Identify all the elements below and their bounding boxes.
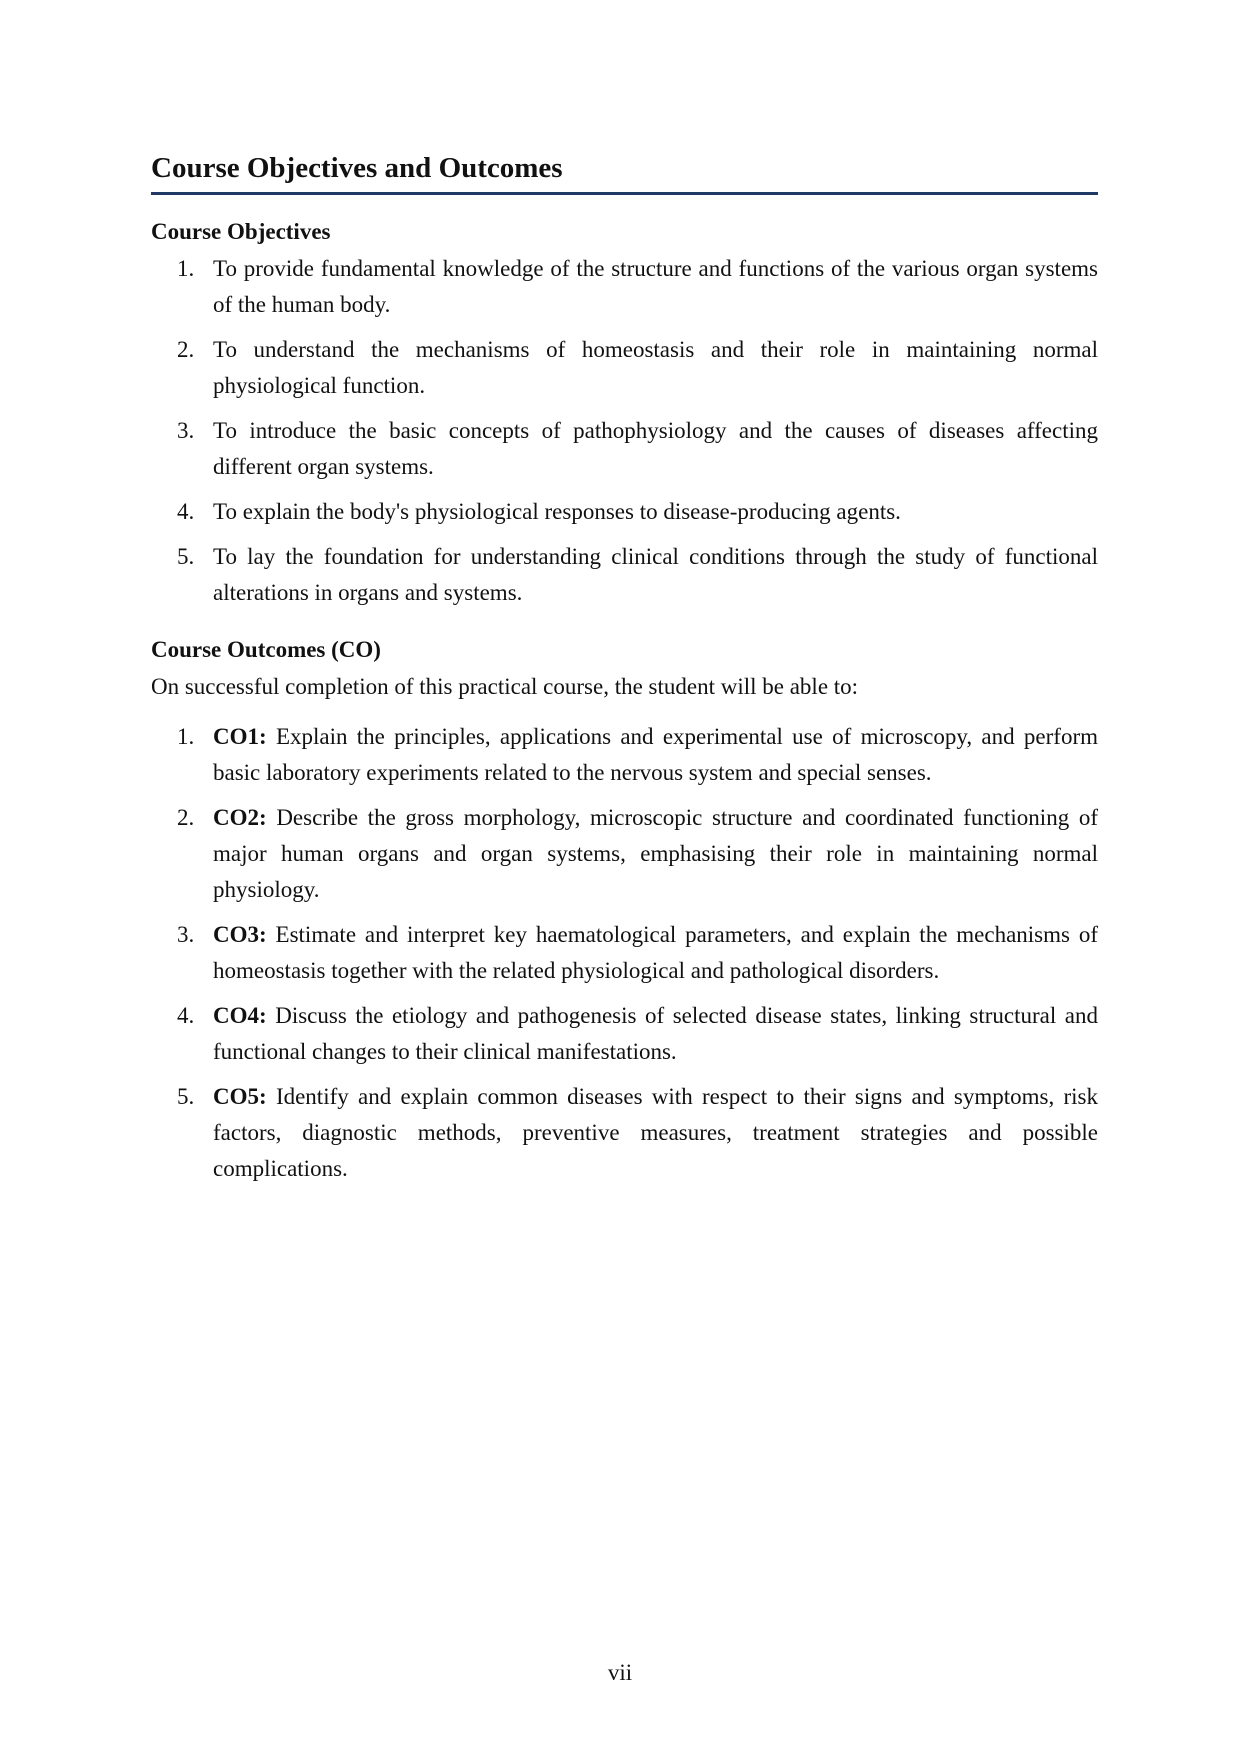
- item-number: 5.: [177, 1084, 195, 1109]
- outcome-item: [151, 719, 1098, 791]
- item-number: 5.: [177, 544, 195, 569]
- outcome-code: CO1:: [213, 724, 267, 749]
- outcome-item: [151, 800, 1098, 908]
- objective-item: [151, 251, 1098, 323]
- outcomes-heading: Course Outcomes (CO): [151, 637, 381, 662]
- outcome-item: [151, 917, 1098, 989]
- objectives-list: [151, 251, 1098, 611]
- item-text: Discuss the etiology and pathogenesis of selected disease states, linking structural and functional changes to their clinical manifestations.: [213, 1003, 1098, 1064]
- item-text: Identify and explain common diseases with respect to their signs and symptoms, risk factors, diagnostic methods, preventive measures, treatment strategies and possible complications.: [213, 1084, 1098, 1181]
- item-text: Explain the principles, applications and experimental use of microscopy, and perform basic laboratory experiments related to the nervous system and special senses.: [213, 724, 1099, 785]
- item-number: 4.: [177, 1003, 195, 1028]
- item-number: 1.: [177, 724, 195, 749]
- item-text: Estimate and interpret key haematological parameters, and explain the mechanisms of homeostasis together with the related physiological and pathological disorders.: [213, 922, 1098, 983]
- item-text: Describe the gross morphology, microscopic structure and coordinated functioning of major human organs and organ systems, emphasising their role in maintaining normal physiology.: [213, 805, 1098, 902]
- item-number: 1.: [177, 256, 195, 281]
- objectives-section: [151, 217, 1098, 611]
- outcome-code: CO3:: [213, 922, 267, 947]
- objective-item: [151, 332, 1098, 404]
- item-text: To explain the body's physiological responses to disease-producing agents.: [213, 499, 901, 524]
- item-number: 2.: [177, 805, 195, 830]
- item-number: 3.: [177, 922, 195, 947]
- document-page: [151, 150, 1098, 1196]
- outcome-code: CO2:: [213, 805, 267, 830]
- outcome-item: [151, 1079, 1098, 1187]
- item-text: To lay the foundation for understanding clinical conditions through the study of functional alterations in organs and systems.: [213, 544, 1098, 605]
- item-text: To provide fundamental knowledge of the structure and functions of the various organ systems of the human body.: [213, 256, 1098, 317]
- outcomes-section: [151, 635, 1098, 1187]
- item-number: 4.: [177, 499, 195, 524]
- item-number: 3.: [177, 418, 195, 443]
- item-text: To introduce the basic concepts of pathophysiology and the causes of diseases affecting different organ systems.: [213, 418, 1098, 479]
- outcome-item: [151, 998, 1098, 1070]
- page-number: vii: [607, 1660, 633, 1685]
- outcomes-intro: On successful completion of this practical course, the student will be able to:: [151, 674, 859, 699]
- item-text: To understand the mechanisms of homeostasis and their role in maintaining normal physiological function.: [213, 337, 1098, 398]
- objective-item: [151, 413, 1098, 485]
- objectives-heading: Course Objectives: [151, 219, 331, 244]
- item-number: 2.: [177, 337, 195, 362]
- outcome-code: CO4:: [213, 1003, 267, 1028]
- outcomes-list: [151, 719, 1098, 1187]
- page-title: Course Objectives and Outcomes: [151, 152, 563, 184]
- objective-item: [151, 494, 1098, 530]
- outcome-code: CO5:: [213, 1084, 267, 1109]
- objective-item: [151, 539, 1098, 611]
- title-underline: [151, 192, 1098, 195]
